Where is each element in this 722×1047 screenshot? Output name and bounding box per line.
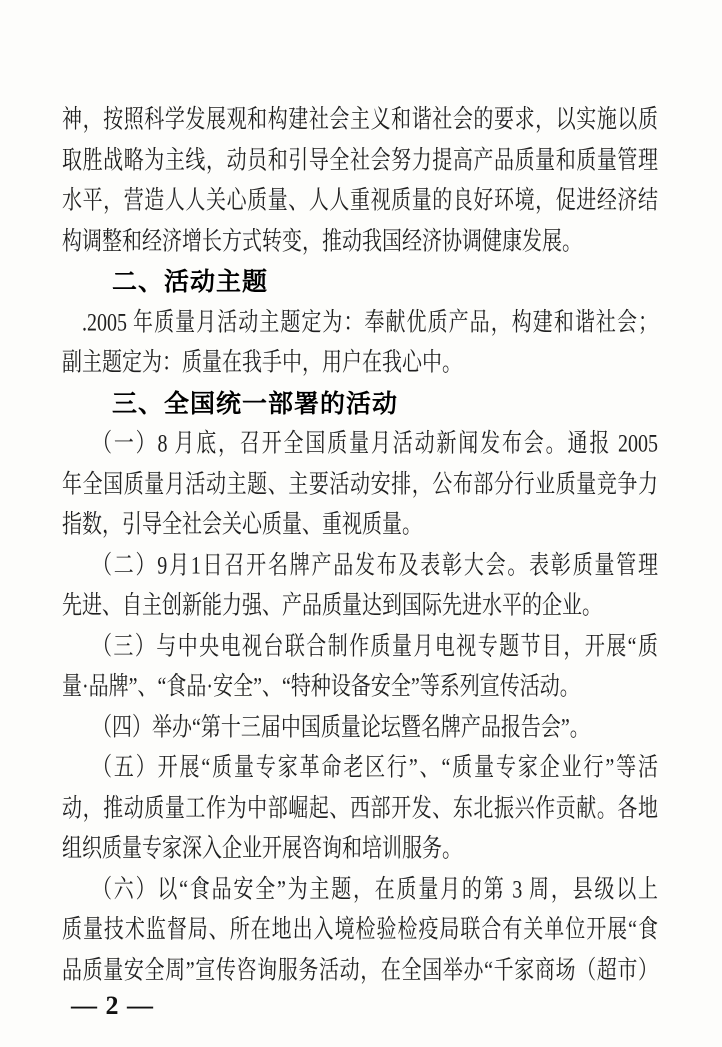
body-text-line: （一）8 月底，召开全国质量月活动新闻发布会。通报 2005 (92, 429, 658, 458)
body-text-line: 量·品牌”、“食品·安全”、“特种设备安全”等系列宣传活动。 (62, 672, 580, 701)
body-text-line: （六）以“食品安全”为主题，在质量月的第 3 周，县级以上 (92, 875, 658, 904)
body-text-line: （三）与中央电视台联合制作质量月电视专题节目，开展“质 (92, 632, 658, 661)
section-heading-2: 二、活动主题 (112, 268, 269, 296)
body-text-line: 构调整和经济增长方式转变，推动我国经济协调健康发展。 (62, 227, 582, 256)
body-text-line: 先进、自主创新能力强、产品质量达到国际先进水平的企业。 (62, 591, 602, 620)
body-text-line: 年全国质量月活动主题、主要活动安排，公布部分行业质量竞争力 (62, 470, 658, 499)
page-number: — 2 — (71, 991, 154, 1020)
section-heading-3: 三、全国统一部署的活动 (112, 389, 399, 418)
body-text-line: 副主题定为：质量在我手中，用户在我心中。 (62, 348, 462, 377)
body-text-line: （五）开展“质量专家革命老区行”、“质量专家企业行”等活 (92, 753, 658, 782)
body-text-line: 品质量安全周”宣传咨询服务活动，在全国举办“千家商场（超市） (62, 956, 658, 985)
body-text-line: 指数，引导全社会关心质量、重视质量。 (62, 510, 422, 539)
body-text-line: 组织质量专家深入企业开展咨询和培训服务。 (62, 834, 462, 863)
body-text-line: 质量技术监督局、所在地出入境检验检疫局联合有关单位开展“食 (62, 915, 658, 944)
body-text-line: 神，按照科学发展观和构建社会主义和谐社会的要求，以实施以质 (62, 105, 658, 134)
body-text-line: （四）举办“第十三届中国质量论坛暨名牌产品报告会”。 (92, 713, 590, 742)
document-body (62, 100, 658, 991)
body-text-line: .2005 年质量月活动主题定为：奉献优质产品，构建和谐社会； (82, 308, 658, 337)
body-text-line: （二）9月1日召开名牌产品发布及表彰大会。表彰质量管理 (92, 551, 658, 580)
body-text-line: 动，推动质量工作为中部崛起、西部开发、东北振兴作贡献。各地 (62, 794, 658, 823)
body-text-line: 取胜战略为主线，动员和引导全社会努力提高产品质量和质量管理 (62, 146, 658, 175)
body-text-line: 水平，营造人人关心质量、人人重视质量的良好环境，促进经济结 (62, 186, 658, 215)
